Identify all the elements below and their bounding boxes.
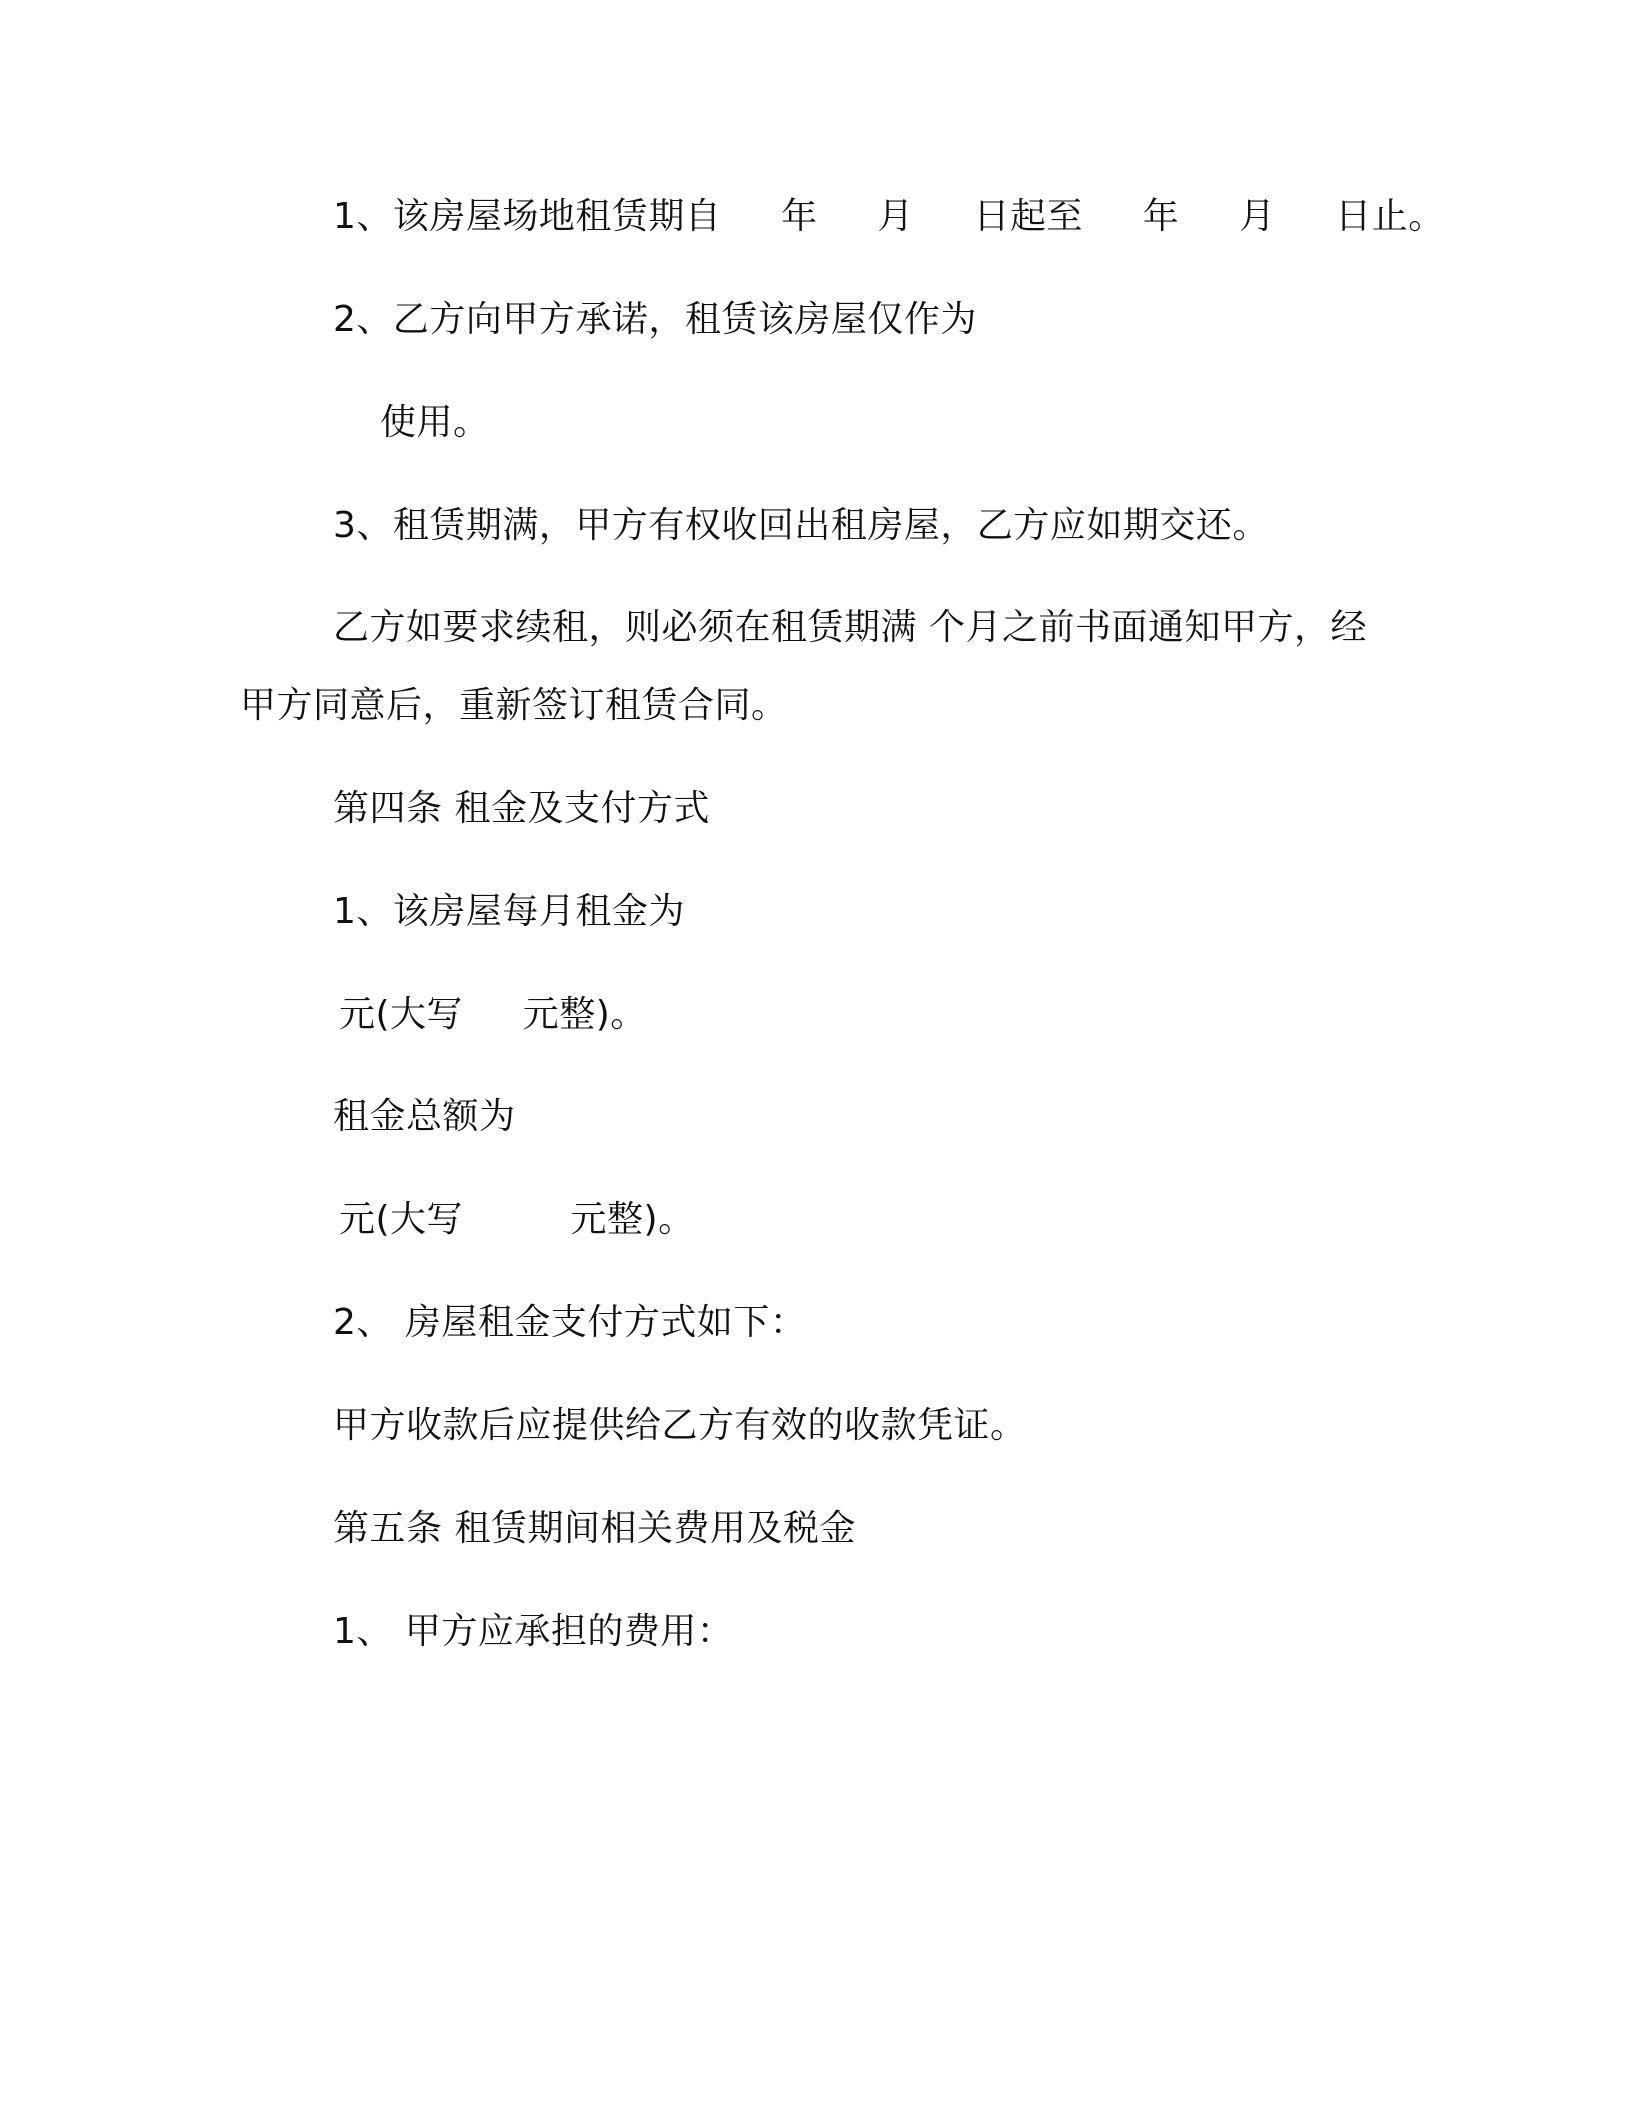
clause-usage-promise: 2、乙方向甲方承诺，租赁该房屋仅作为 — [333, 299, 977, 340]
clause-lease-expiry: 3、租赁期满，甲方有权收回出租房屋，乙方应如期交还。 — [333, 505, 1269, 546]
clause-party-a-fees: 1、 甲方应承担的费用： — [333, 1611, 734, 1652]
clause-payment-method: 2、 房屋租金支付方式如下： — [333, 1302, 807, 1343]
clause-total-rent: 租金总额为 — [333, 1096, 516, 1137]
clause-receipt: 甲方收款后应提供给乙方有效的收款凭证。 — [333, 1405, 1027, 1446]
clause-monthly-rent: 1、该房屋每月租金为 — [333, 891, 685, 932]
clause-renewal-continuation: 甲方同意后，重新签订租赁合同。 — [240, 685, 788, 726]
clause-lease-term: 1、该房屋场地租赁期自 年 月 日起至 年 月 日止。 — [333, 196, 1445, 237]
article-four-heading: 第四条 租金及支付方式 — [333, 788, 710, 829]
clause-renewal: 乙方如要求续租，则必须在租赁期满 个月之前书面通知甲方，经 — [333, 607, 1367, 648]
article-five-heading: 第五条 租赁期间相关费用及税金 — [333, 1508, 856, 1549]
clause-total-rent-amount: 元(大写 元整)。 — [339, 1199, 695, 1240]
clause-usage-continuation: 使用。 — [380, 402, 490, 443]
clause-monthly-rent-amount: 元(大写 元整)。 — [339, 994, 647, 1035]
